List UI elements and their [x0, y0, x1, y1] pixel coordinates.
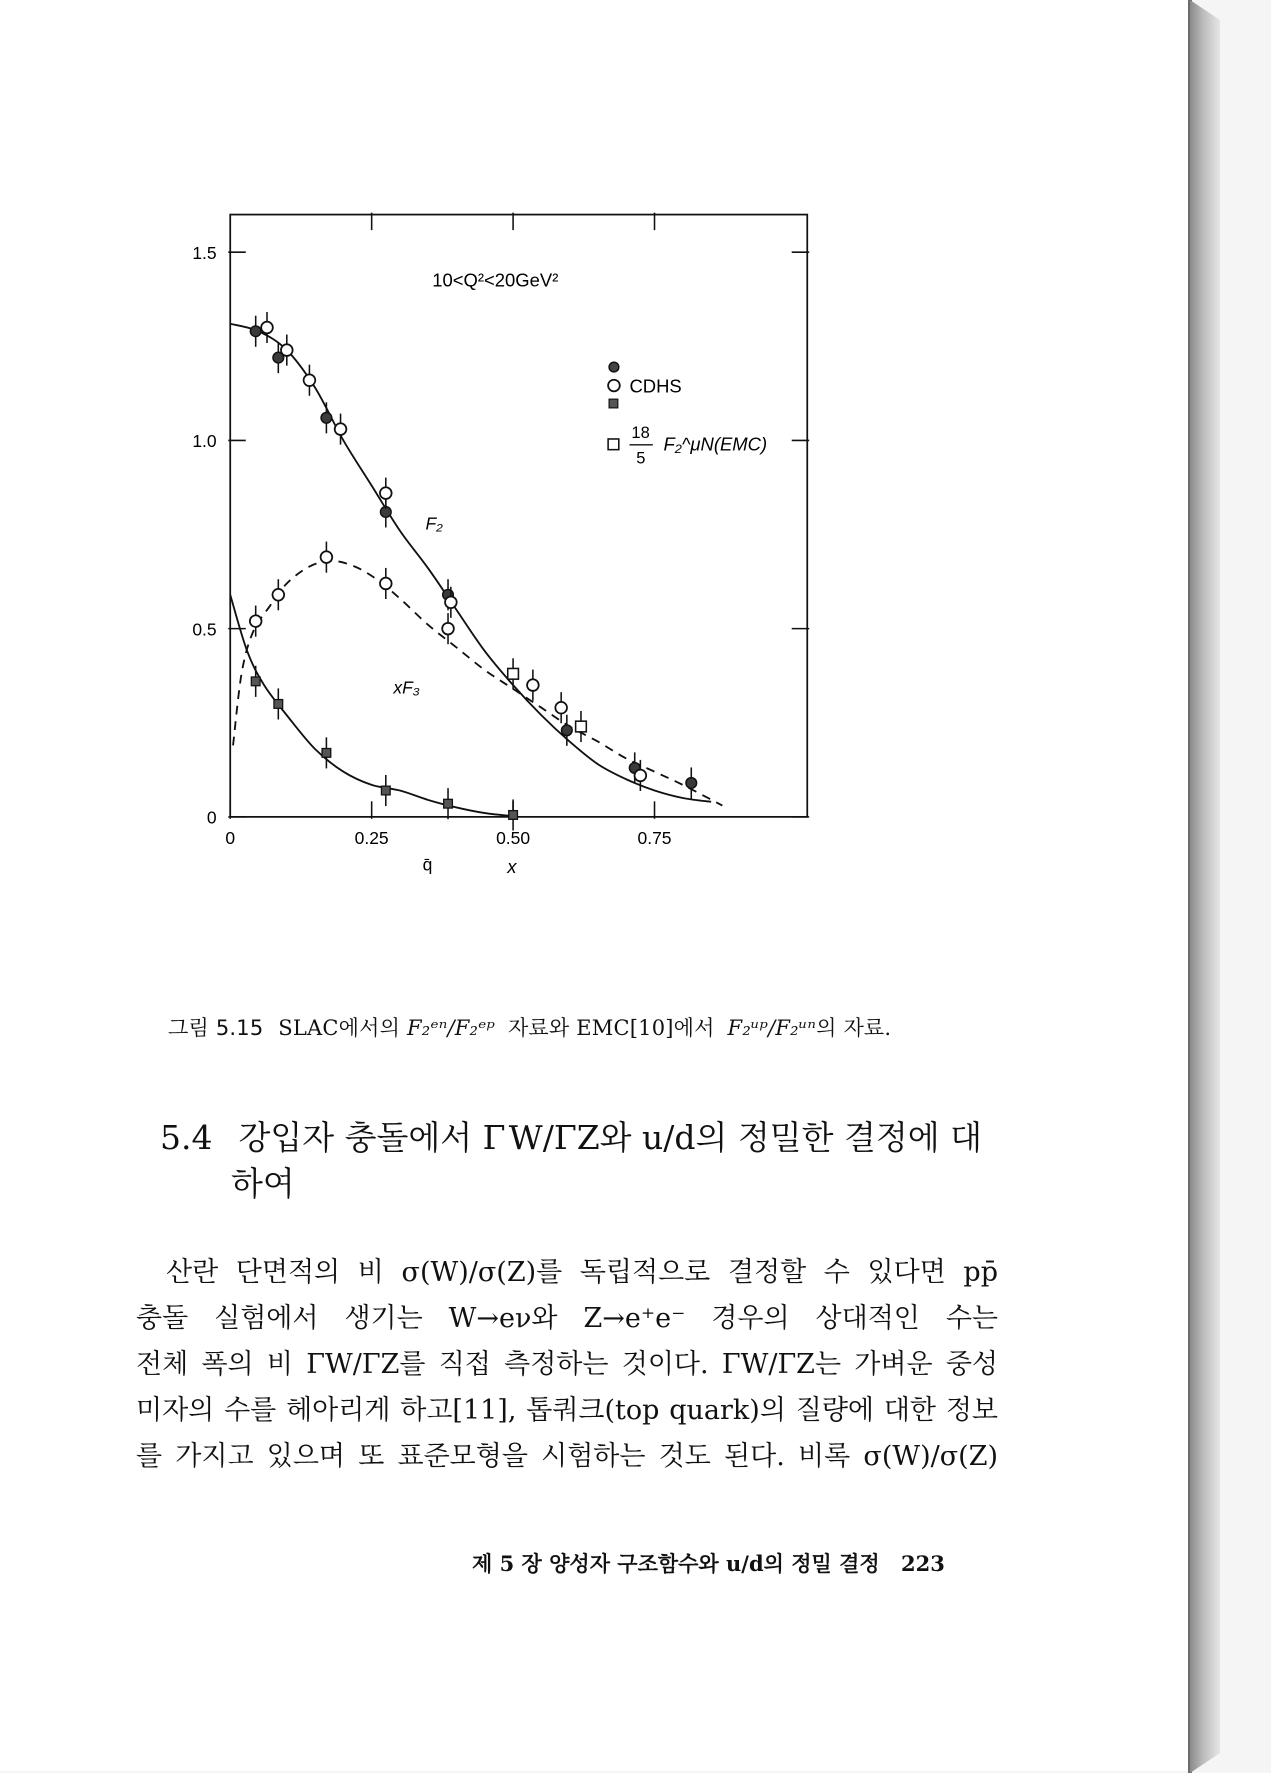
data-point-open-circle [335, 423, 347, 435]
x-axis-label: x [507, 856, 517, 878]
chart-labels [392, 269, 558, 877]
chart-title: 10<Q²<20GeV² [432, 269, 559, 291]
body-line-5: 를 가지고 있으며 또 표준모형을 시험하는 것도 된다. 비록 σ(W)/σ(Z) [136, 1441, 998, 1472]
data-point-filled-square [251, 677, 260, 686]
x-tick-label: 0.50 [496, 828, 531, 849]
body-line-3: 전체 폭의 비 ΓW/ΓZ를 직접 측정하는 것이다. ΓW/ΓZ는 가벼운 중성 [136, 1349, 998, 1380]
y-tick-label: 1.0 [192, 431, 217, 452]
data-point-open-circle [635, 770, 647, 782]
data-point-filled-circle [321, 413, 332, 424]
legend-marker-filled-square [609, 399, 618, 408]
curve-label-f2: F₂ [425, 513, 443, 534]
section-heading [160, 1115, 1020, 1207]
data-point-filled-square [274, 700, 283, 709]
section-title-line1: 강입자 충돌에서 Γ W/ΓZ와 u/d의 정밀한 결정에 대 [238, 1118, 983, 1157]
data-point-filled-square [509, 811, 518, 820]
legend-marker-filled-circle [609, 362, 619, 372]
data-point-open-circle [380, 578, 392, 590]
legend-emc-label: F₂^μN(EMC) [663, 433, 768, 455]
data-point-open-circle [272, 589, 284, 601]
data-point-open-circle [555, 702, 567, 714]
x-tick-label: 0.25 [354, 828, 389, 849]
page-number: 223 [901, 1551, 945, 1576]
y-tick-label: 1.5 [192, 243, 217, 264]
data-point-open-circle [304, 374, 316, 386]
figure-caption [168, 1012, 891, 1042]
caption-text-1: SLAC에서의 [278, 1016, 401, 1040]
y-tick-label: 0.5 [192, 619, 217, 640]
footer-chapter: 제 5 장 양성자 구조함수와 u/d의 정밀 결정 [472, 1551, 880, 1576]
curve-qbar-fit [230, 595, 513, 816]
data-point-filled-square [322, 748, 331, 757]
data-point-open-circle [321, 551, 333, 563]
caption-label: 그림 5.15 [168, 1016, 264, 1040]
body-line-1: 산란 단면적의 비 σ(W)/σ(Z)를 독립적으로 결정할 수 있다면 pp̄ [166, 1257, 998, 1288]
curve-xf3-fit [233, 561, 722, 806]
data-point-open-circle [527, 679, 539, 691]
section-number: 5.4 [160, 1118, 213, 1157]
curve-label-qbar: q̄ [422, 854, 433, 875]
data-point-open-square [576, 721, 587, 732]
chart-curves [230, 324, 722, 816]
chart-legend [608, 362, 767, 467]
data-point-filled-circle [686, 778, 697, 789]
caption-text-3: 의 자료. [816, 1016, 892, 1040]
legend-emc-fraction-numerator: 18 [631, 424, 650, 442]
legend-emc-fraction-denominator: 5 [636, 449, 646, 468]
curve-label-xf3: xF₃ [393, 677, 420, 698]
caption-ratio-emc: F₂ᵘᵖ/F₂ᵘⁿ [727, 1016, 817, 1040]
legend-cdhs-label: CDHS [629, 375, 682, 397]
data-point-filled-circle [250, 326, 261, 337]
body-line-2: 충돌 실험에서 생기는 W→eν와 Z→e⁺e⁻ 경우의 상대적인 수는 [136, 1303, 998, 1334]
x-tick-label: 0.75 [637, 828, 672, 849]
caption-text-2: 자료와 EMC[10]에서 [507, 1016, 715, 1040]
data-point-filled-circle [561, 725, 572, 736]
body-paragraph [136, 1250, 998, 1480]
data-point-filled-square [381, 786, 390, 795]
data-point-open-square [508, 668, 519, 679]
legend-marker-open-square [608, 439, 619, 450]
data-point-open-circle [442, 623, 454, 635]
structure-function-chart [180, 200, 840, 880]
data-point-open-circle [261, 322, 273, 334]
body-line-4: 미자의 수를 헤아리게 하고[11], 톱쿼크(top quark)의 질량에 대한 정보 [136, 1395, 998, 1426]
plot-frame [230, 215, 807, 817]
page-edge [1190, 0, 1220, 1773]
legend-marker-open-circle [608, 380, 620, 392]
y-tick-label: 0 [206, 807, 217, 828]
x-tick-label: 0 [225, 828, 236, 849]
data-point-open-circle [281, 344, 293, 356]
page-footer [472, 1548, 945, 1578]
data-point-filled-square [444, 799, 453, 808]
caption-ratio-slac: F₂ᵉⁿ/F₂ᵉᵖ [407, 1016, 496, 1040]
data-point-open-circle [380, 487, 392, 499]
chart-axes [192, 213, 809, 848]
section-title-line2: 하여 [231, 1164, 295, 1203]
data-point-open-circle [445, 596, 457, 608]
data-point-open-circle [250, 615, 262, 627]
